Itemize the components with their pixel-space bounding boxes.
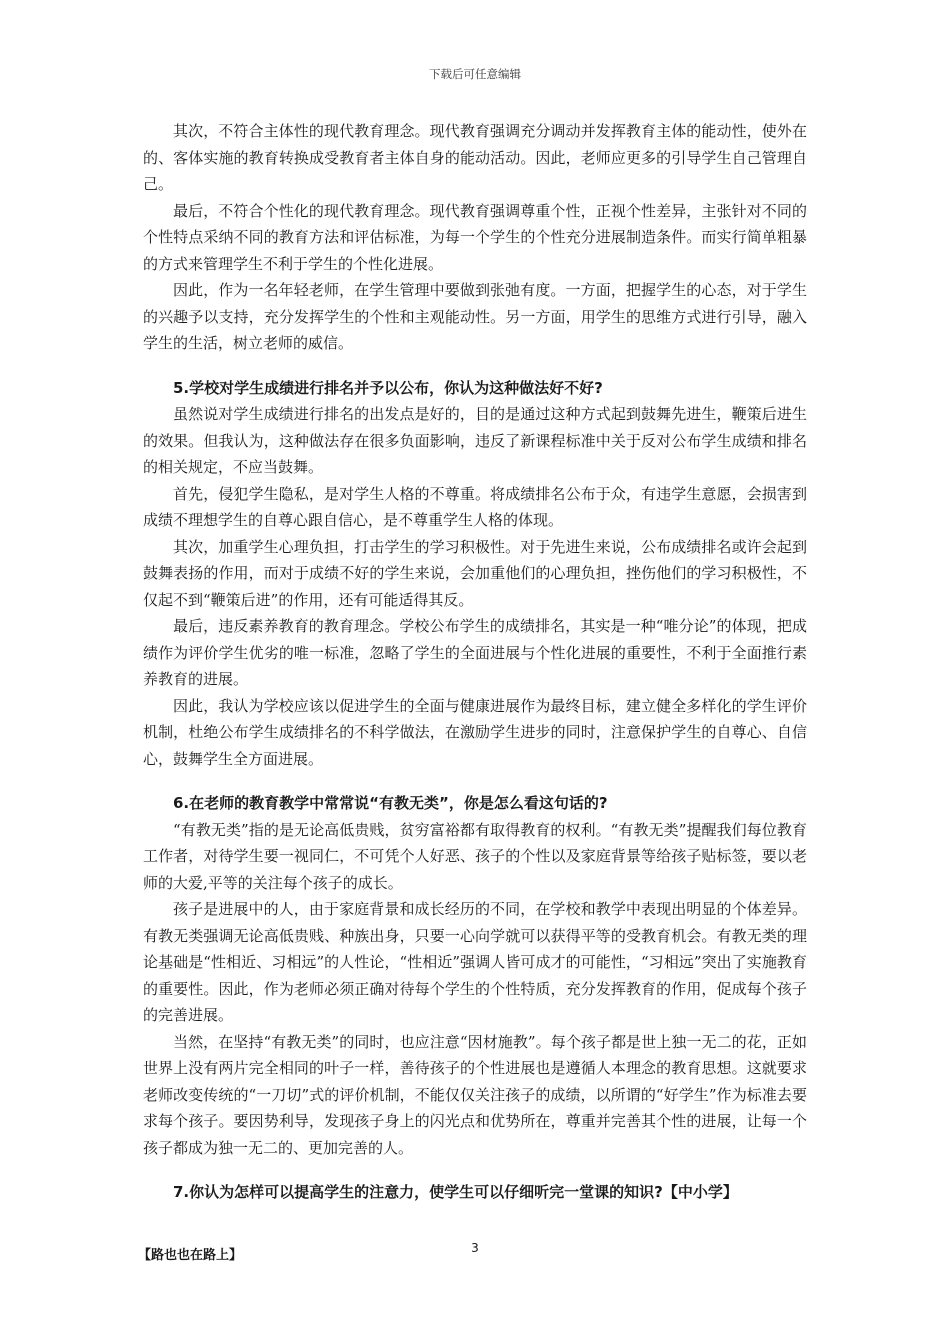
question-7-heading: 7.你认为怎样可以提高学生的注意力，使学生可以仔细听完一堂课的知识?【中小学】 bbox=[173, 1183, 738, 1201]
paragraph: 最后，不符合个性化的现代教育理念。现代教育强调尊重个性，正视个性差异，主张针对不同的个性特点采纳不同的教育方法和评估标准，为每一个学生的个性充分进展制造条件。而实行简单粗暴的方式来管理学生不利于学生的个性化进展。 bbox=[143, 201, 807, 273]
paragraph: 因此，我认为学校应该以促进学生的全面与健康进展作为最终目标，建立健全多样化的学生评价机制，杜绝公布学生成绩排名的不科学做法，在激励学生进步的同时，注意保护学生的自尊心、自信心，鼓舞学生全方面进展。 bbox=[143, 696, 807, 768]
paragraph: 当然，在坚持“有教无类”的同时，也应注意“因材施教”。每个孩子都是世上独一无二的花，正如世界上没有两片完全相同的叶子一样，善待孩子的个性进展也是遵循人本理念的教育思想。这就要求老师改变传统的“一刀切”式的评价机制，不能仅仅关注孩子的成绩，以所谓的“好学生”作为标准去要求每个孩子。要因势利导，发现孩子身上的闪光点和优势所在，尊重并完善其个性的进展，让每一个孩子都成为独一无二的、更加完善的人。 bbox=[143, 1032, 807, 1157]
document-body bbox=[143, 118, 807, 1206]
paragraph: “有教无类”指的是无论高低贵贱，贫穷富裕都有取得教育的权利。“有教无类”提醒我们每位教育工作者，对待学生要一视同仁，不可凭个人好恶、孩子的个性以及家庭背景等给孩子贴标签，要以老师的大爱,平等的关注每个孩子的成长。 bbox=[143, 820, 807, 892]
paragraph: 因此，作为一名年轻老师，在学生管理中要做到张弛有度。一方面，把握学生的心态，对于学生的兴趣予以支持，充分发挥学生的个性和主观能动性。另一方面，用学生的思维方式进行引导，融入学生的生活，树立老师的威信。 bbox=[143, 281, 807, 352]
page-number: 3 bbox=[471, 1241, 479, 1255]
paragraph: 其次，加重学生心理负担，打击学生的学习积极性。对于先进生来说，公布成绩排名或许会起到鼓舞表扬的作用，而对于成绩不好的学生来说，会加重他们的心理负担，挫伤他们的学习积极性，不仅起不到“鞭策后进”的作用，还有可能适得其反。 bbox=[143, 537, 807, 609]
paragraph: 首先，侵犯学生隐私，是对学生人格的不尊重。将成绩排名公布于众，有违学生意愿，会损害到成绩不理想学生的自尊心跟自信心，是不尊重学生人格的体现。 bbox=[143, 484, 807, 529]
paragraph: 孩子是进展中的人，由于家庭背景和成长经历的不同，在学校和教学中表现出明显的个体差异。有教无类强调无论高低贵贱、种族出身，只要一心向学就可以获得平等的受教育机会。有教无类的理论基础是“性相近、习相远”的人性论，“性相近”强调人皆可成才的可能性，“习相远”突出了实施教育的重要性。因此，作为老师必须正确对待每个学生的个性特质，充分发挥教育的作用，促成每个孩子的完善进展。 bbox=[143, 900, 807, 1024]
question-6-heading: 6.在老师的教育教学中常常说“有教无类”，你是怎么看这句话的? bbox=[173, 794, 608, 812]
paragraph: 最后，违反素养教育的教育理念。学校公布学生的成绩排名，其实是一种“唯分论”的体现，把成绩作为评价学生优劣的唯一标准，忽略了学生的全面进展与个性化进展的重要性，不利于全面推行素养教育的进展。 bbox=[143, 617, 807, 688]
footer-watermark: 【路也也在路上】 bbox=[138, 1248, 243, 1263]
paragraph: 其次，不符合主体性的现代教育理念。现代教育强调充分调动并发挥教育主体的能动性，使外在的、客体实施的教育转换成受教育者主体自身的能动活动。因此，老师应更多的引导学生自己管理自己。 bbox=[143, 122, 807, 193]
page-header: 下载后可任意编辑 bbox=[429, 67, 521, 81]
paragraph: 虽然说对学生成绩进行排名的出发点是好的，目的是通过这种方式起到鼓舞先进生，鞭策后进生的效果。但我认为，这种做法存在很多负面影响，违反了新课程标准中关于反对公布学生成绩和排名的相关规定，不应当鼓舞。 bbox=[143, 405, 807, 476]
question-5-heading: 5.学校对学生成绩进行排名并予以公布，你认为这种做法好不好? bbox=[173, 378, 603, 397]
